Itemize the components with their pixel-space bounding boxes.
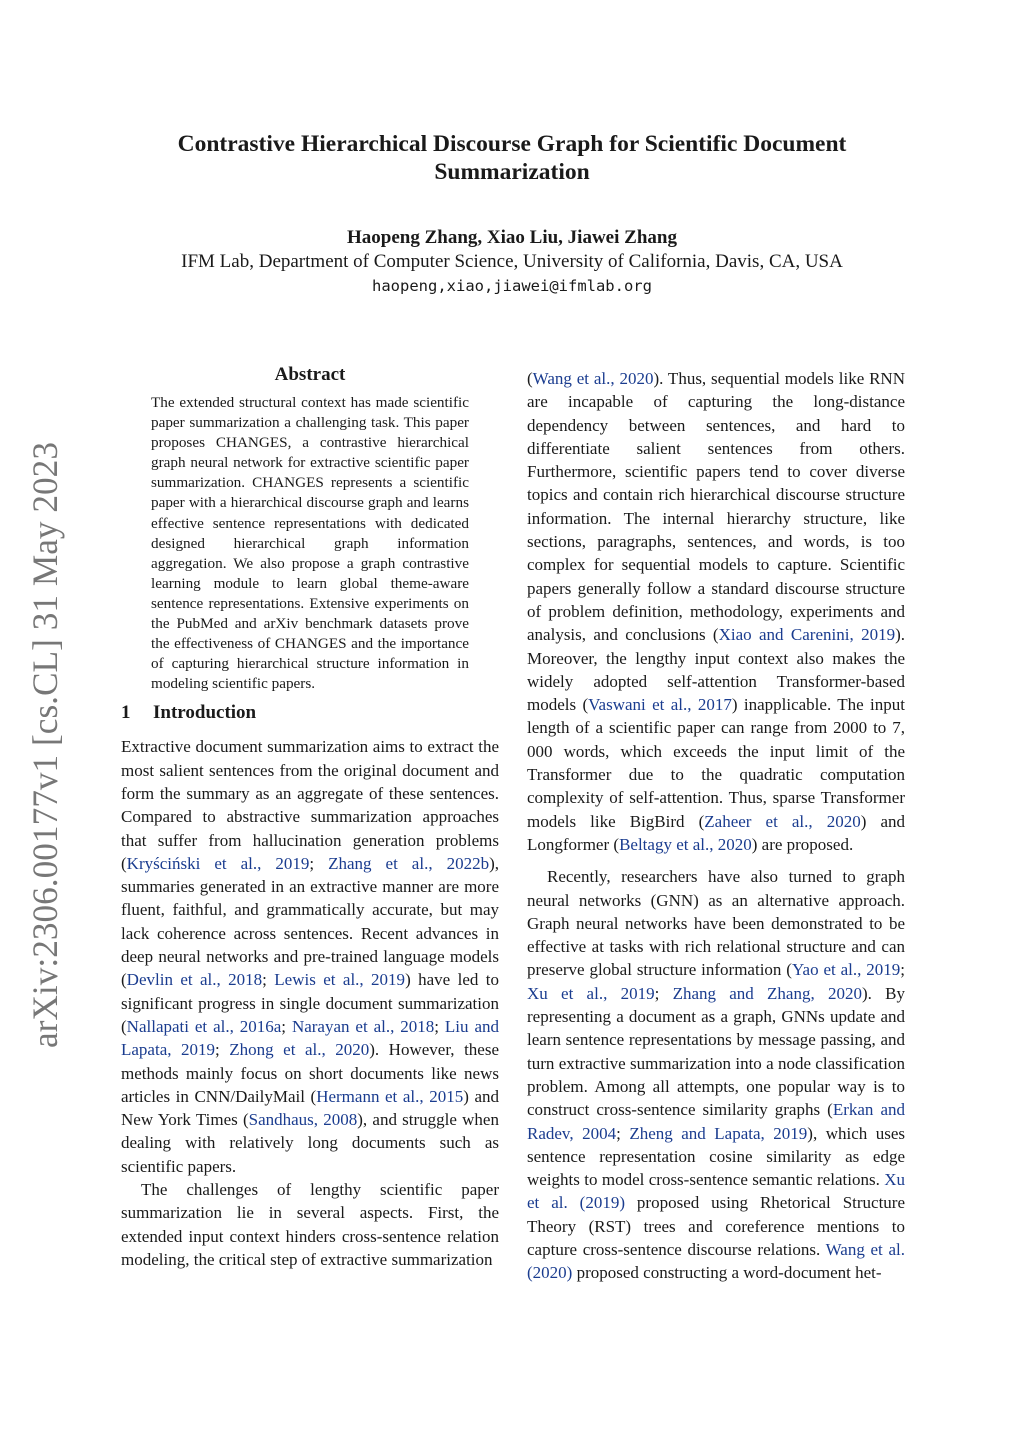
citation-link[interactable]: Kryściński et al., 2019 bbox=[126, 853, 310, 873]
citation-link[interactable]: Xu et al., 2019 bbox=[527, 983, 655, 1003]
paper-title: Contrastive Hierarchical Discourse Graph for Scientific Document Summarization bbox=[177, 131, 847, 185]
citation-link[interactable]: Xu et al. (2019) bbox=[527, 1170, 905, 1213]
paper-email: haopeng,xiao,jiawei@ifmlab.org bbox=[372, 277, 652, 295]
section-number: 1 bbox=[121, 702, 131, 724]
citation-link[interactable]: Vaswani et al., 2017 bbox=[588, 695, 732, 715]
citation-link[interactable]: Lewis et al., 2019 bbox=[274, 970, 406, 990]
citation-link[interactable]: Wang et al., 2020 bbox=[532, 369, 654, 388]
citation-link[interactable]: Wang et al. (2020) bbox=[527, 1239, 905, 1283]
citation-link[interactable]: Beltagy et al., 2020 bbox=[619, 834, 752, 854]
citation-link[interactable]: Xiao and Carenini, 2019 bbox=[718, 625, 896, 645]
citation-link[interactable]: Nallapati et al., 2016a bbox=[126, 1016, 282, 1036]
abstract-text: The extended structural context has made scientific paper summarization a challenging task. This paper proposes CHANGES, a contrastive hierarchical graph neural network for extractive scientific paper summarization. CHANGES represents a scientific paper with a hierarchical discourse graph and learns effective sentence representations with dedicated designed hierarchical graph information aggregation. We also propose a graph contrastive learning module to learn global theme-aware sentence representations. Extensive experiments on the PubMed and arXiv benchmark datasets prove the effectiveness of CHANGES and the importance of capturing hierarchical structure information in modeling scientific papers. bbox=[151, 394, 470, 693]
abstract-heading: Abstract bbox=[274, 364, 346, 385]
citation-link[interactable]: Sandhaus, 2008 bbox=[248, 1110, 358, 1130]
citation-link[interactable]: Yao et al., 2019 bbox=[791, 960, 901, 980]
introduction-heading bbox=[121, 702, 499, 724]
intro-paragraph-1: Extractive document summarization aims to extract the most salient sentences from the original document and form the summary as an aggregate of these sentences. Compared to abstractive summarization approaches that suffer from hallucination generation problems (Kryściński et al., 2019; Zhang et al., 2022b), summaries generated in an extractive manner are more fluent, faithful, and grammatically accurate, but may lack coherence across sentences. Recent advances in deep neural networks and pre-trained language models (Devlin et al., 2018; Lewis et al., 2019) have led to significant progress in single document summarization (Nallapati et al., 2016a; Narayan et al., 2018; Liu and Lapata, 2019; Zhong et al., 2020). However, these methods mainly focus on short documents like news articles in CNN/DailyMail (Hermann et al., 2015) and New York Times (Sandhaus, 2008), and struggle when dealing with relatively long documents such as scientific papers. bbox=[121, 737, 500, 1176]
paper-affiliation: IFM Lab, Department of Computer Science, University of California, Davis, CA, USA bbox=[181, 251, 843, 272]
intro-paragraph-2: The challenges of lengthy scientific paper summarization lie in several aspects. First, the extended input context hinders cross-sentence relation modeling, the critical step of extractive summarization bbox=[121, 1180, 499, 1269]
citation-link[interactable]: Zhang et al., 2022b bbox=[328, 853, 490, 873]
citation-link[interactable]: Narayan et al., 2018 bbox=[291, 1016, 435, 1036]
intro-paragraph-3: Recently, researchers have also turned to graph neural networks (GNN) as an alternative approach. Graph neural networks have been demonstrated to be effective at tasks with rich relational structure and can preserve global structure information (Yao et al., 2019; Xu et al., 2019; Zhang and Zhang, 2020). By representing a document as a graph, GNNs update and learn sentence representations by message passing, and turn extractive summarization into a node classification problem. Among all attempts, one popular way is to construct cross-sentence similarity graphs (Erkan and Radev, 2004; Zheng and Lapata, 2019), which uses sentence representation cosine similarity as edge weights to model cross-sentence semantic relations. Xu et al. (2019) proposed using Rhetorical Structure Theory (RST) trees and coreference mentions to capture cross-sentence discourse relations. Wang et al. (2020) proposed constructing a word-document het- bbox=[527, 867, 906, 1283]
intro-paragraph-2-continued: (Wang et al., 2020). Thus, sequential models like RNN are incapable of capturing the long-distance dependency between sentences, and hard to differentiate salient sentences from others. Furthermore, scientific papers tend to cover diverse topics and contain rich hierarchical discourse structure information. The internal hierarchy structure, like sections, paragraphs, sentences, and words, is too complex for sequential models to capture. Scientific papers generally follow a standard discourse structure of problem definition, methodology, experiments and analysis, and conclusions (Xiao and Carenini, 2019). Moreover, the lengthy input context also makes the widely adopted self-attention Transformer-based models (Vaswani et al., 2017) inapplicable. The input length of a scientific paper can range from 2000 to 7, 000 words, which exceeds the input limit of the Transformer due to the quadratic computation complexity of self-attention. Thus, sparse Transformer models like BigBird (Zaheer et al., 2020) and Longformer (Beltagy et al., 2020) are proposed. bbox=[527, 369, 906, 854]
section-title: Introduction bbox=[153, 702, 257, 724]
citation-link[interactable]: Zaheer et al., 2020 bbox=[704, 811, 861, 831]
paper-authors: Haopeng Zhang, Xiao Liu, Jiawei Zhang bbox=[347, 227, 677, 248]
arxiv-identifier bbox=[25, 430, 66, 1050]
citation-link[interactable]: Liu and Lapata, 2019 bbox=[121, 1016, 499, 1060]
citation-link[interactable]: Hermann et al., 2015 bbox=[316, 1086, 464, 1106]
right-column bbox=[527, 367, 905, 1285]
citation-link[interactable]: Zhang and Zhang, 2020 bbox=[672, 983, 862, 1003]
citation-link[interactable]: Zheng and Lapata, 2019 bbox=[629, 1123, 808, 1143]
citation-link[interactable]: Zhong et al., 2020 bbox=[229, 1040, 370, 1060]
citation-link[interactable]: Erkan and Radev, 2004 bbox=[527, 1100, 906, 1143]
citation-link[interactable]: Devlin et al., 2018 bbox=[126, 970, 263, 990]
left-column bbox=[121, 360, 499, 1271]
arxiv-identifier-text: arXiv:2306.00177v1 [cs.CL] 31 May 2023 bbox=[25, 430, 65, 1048]
